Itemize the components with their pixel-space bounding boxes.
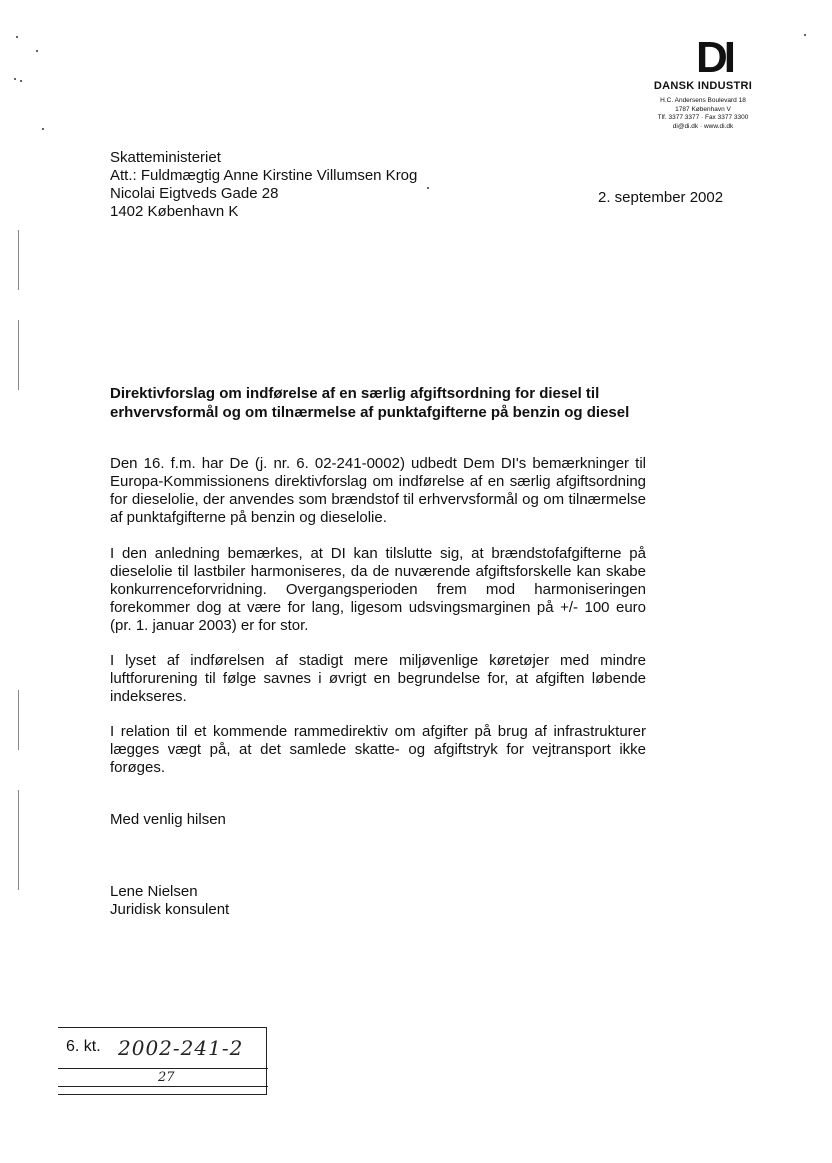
body-paragraph: Den 16. f.m. har De (j. nr. 6. 02-241-0002) udbedt Dem DI's bemærkninger til Europa-Kommissionens direktivforslag om indførelse af en særlig afgiftsordning for dieselolie, der anvendes som brændstof til erhvervsformål og om tilnærmelse af punktafgifterne på benzin og dieselolie. [110, 455, 646, 526]
scan-speck [16, 36, 18, 38]
recipient-line: Att.: Fuldmægtig Anne Kirstine Villumsen Krog [110, 167, 418, 184]
letter-subject: Direktivforslag om indførelse af en særlig afgiftsordning for diesel til erhvervsformål og om tilnærmelse af punktafgifterne på benzin og diesel [110, 385, 630, 421]
org-phone-line: Tlf. 3377 3377 · Fax 3377 3300 [657, 114, 749, 121]
body-paragraph: I den anledning bemærkes, at DI kan tilslutte sig, at brændstofafgifterne på dieselolie til lastbiler harmoniseres, da de nuværende afgiftsforskelle kan skabe konkurrenceforvridning. Overgangsperioden frem mod harmoniseringen forekommer dog at være for lang, ligesom udsvingsmarginen på +/- 100 euro (pr. 1. januar 2003) er for stor. [110, 545, 646, 634]
scan-speck [427, 187, 429, 189]
signature-name: Lene Nielsen [110, 883, 198, 900]
org-postal-line: 1787 København V [675, 105, 731, 113]
dansk-industri-logo: DI [696, 33, 732, 82]
body-paragraph: I relation til et kommende rammedirektiv om afgifter på brug af infrastrukturer lægges vægt på, at det samlede skatte- og afgiftstryk for vejtransport ikke forøges. [110, 723, 646, 776]
recipient-line: 1402 København K [110, 203, 239, 220]
stamp-handwritten-sub: 27 [158, 1070, 175, 1085]
letter-date: 2. september 2002 [598, 189, 724, 206]
scan-edge-mark [18, 690, 19, 750]
org-name: DANSK INDUSTRI [653, 80, 753, 92]
scan-speck [20, 80, 22, 82]
closing-salutation: Med venlig hilsen [110, 811, 226, 828]
stamp-label: 6. kt. [66, 1038, 101, 1055]
scan-speck [804, 34, 806, 36]
org-address-line: H.C. Andersens Boulevard 18 [660, 97, 746, 104]
org-web-line: di@di.dk · www.di.dk [672, 122, 734, 130]
body-paragraph: I lyset af indførelsen af stadigt mere miljøvenlige køretøjer med mindre luftforurening til følge savnes i øvrigt en begrundelse for, at afgiften løbende indekseres. [110, 652, 646, 705]
signature-title: Juridisk konsulent [110, 901, 230, 918]
stamp-divider [58, 1086, 268, 1087]
recipient-line: Skatteministeriet [110, 149, 221, 166]
scan-speck [42, 128, 44, 130]
stamp-divider [58, 1068, 268, 1069]
stamp-handwritten-number: 2002-241-2 [118, 1036, 244, 1060]
scan-edge-mark [18, 230, 19, 290]
scan-speck [36, 50, 38, 52]
recipient-line: Nicolai Eigtveds Gade 28 [110, 185, 279, 202]
scan-edge-mark [18, 320, 19, 390]
scan-edge-mark [18, 790, 19, 890]
scan-speck [14, 78, 16, 80]
